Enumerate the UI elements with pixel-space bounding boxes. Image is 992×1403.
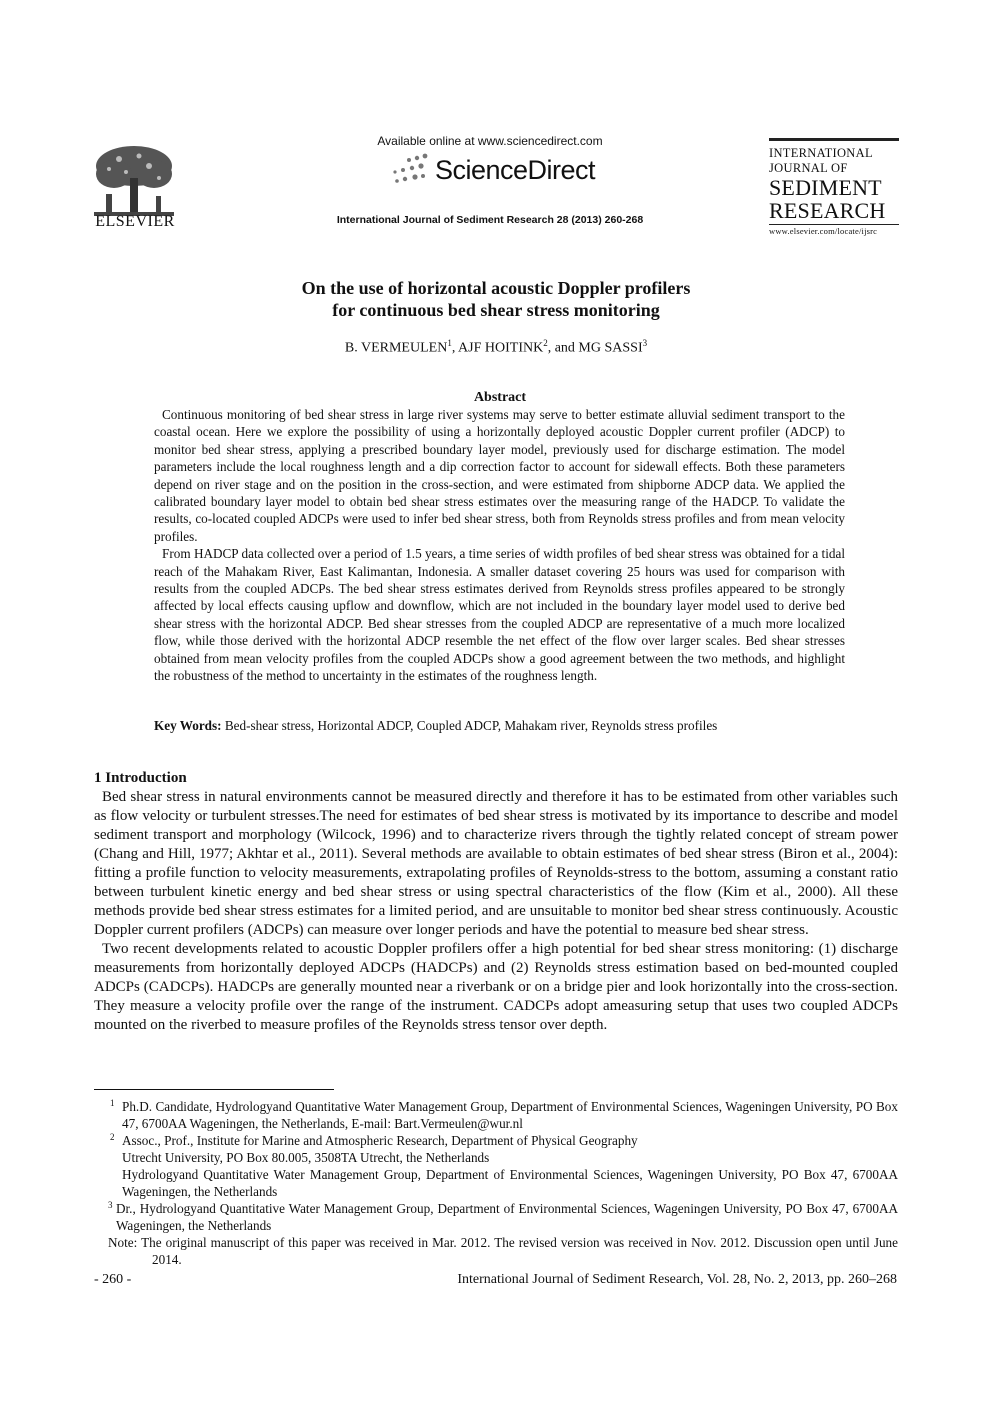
footnote-2-line-c: Hydrologyand Quantitative Water Management Group, Department of Environmental Sciences, Wageningen University, PO Box 47, 6700AA Wageningen, the Netherlands	[122, 1167, 898, 1199]
paper-title	[200, 277, 792, 321]
journal-logo-line2: JOURNAL OF	[769, 161, 848, 175]
footer-citation: International Journal of Sediment Research, Vol. 28, No. 2, 2013, pp. 260–268	[457, 1272, 897, 1287]
keywords-text: Bed-shear stress, Horizontal ADCP, Coupled ADCP, Mahakam river, Reynolds stress profiles	[221, 718, 718, 733]
author-1-affil: 1	[447, 338, 452, 348]
page-number: - 260 -	[94, 1272, 132, 1287]
journal-logo-line3: SEDIMENT	[769, 175, 882, 200]
sciencedirect-dots-icon	[385, 150, 433, 190]
footnote-3-text: Dr., Hydrologyand Quantitative Water Management Group, Department of Environmental Sciences, Wageningen University, PO Box 47, 6700AA Wageningen, the Netherlands	[116, 1201, 898, 1233]
footnote-1-text: Ph.D. Candidate, Hydrologyand Quantitative Water Management Group, Department of Environmental Sciences, Wageningen University, PO Box 47, 6700AA Wageningen, the Netherlands, E-mail: Bart.Vermeulen@wur.nl	[122, 1099, 898, 1131]
journal-logo-rule2	[769, 224, 899, 225]
abstract-paragraph-1: Continuous monitoring of bed shear stress in large river systems may serve to better estimate alluvial sediment transport to the coastal ocean. Here we explore the possibility of using a horizontally deployed acoustic Doppler current profiler (ADCP) to monitor bed shear stress, applying a prescribed boundary layer model, previously used for discharge estimation. The model parameters include the local roughness length and a dip correction factor to account for sidewall effects. Both these parameters depend on river stage and on the position in the cross-section, and were estimated from shipborne ADCP data. We applied the calibrated boundary layer model to obtain bed shear stress estimates over the measuring range of the HADCP. To validate the results, co-located coupled ADCPs were used to infer bed shear stress, both from Reynolds stress profiles and from mean velocity profiles.	[154, 407, 845, 544]
sciencedirect-wordmark: ScienceDirect	[434, 154, 596, 185]
abstract-body	[154, 406, 845, 685]
author-3: , and MG SASSI	[547, 340, 643, 356]
footnote-1	[94, 1098, 898, 1132]
abstract-paragraph-2: From HADCP data collected over a period of 1.5 years, a time series of width profiles of bed shear stress was obtained for a tidal reach of the Mahakam River, East Kalimantan, Indonesia. A smaller dataset covering 25 hours was used for comparison with results from the coupled ADCPs. The bed shear stress estimates derived from Reynolds stress profiles appeared to be strongly affected by local effects causing upflow and downflow, which are not included in the boundary layer model used to derive bed shear stress with the horizontal ADCP. Bed shear stresses from the coupled ADCP are representative of a much more localized flow, while those derived with the horizontal ADCP resemble the net effect of the flow over larger scales. Bed shear stresses obtained from mean velocity profiles from the coupled ADCPs show a good agreement between the two methods, and highlight the robustness of the method to uncertainty in the estimates of the roughness length.	[154, 546, 845, 684]
journal-logo-rule	[769, 138, 899, 141]
introduction-body	[94, 788, 898, 1035]
title-line-1: On the use of horizontal acoustic Doppler profilers	[301, 278, 691, 298]
author-list	[200, 338, 792, 357]
author-2-affil: 2	[543, 338, 548, 348]
footnote-2	[94, 1132, 898, 1200]
footnote-2-line-b: Utrecht University, PO Box 80.005, 3508TA Utrecht, the Netherlands	[122, 1150, 490, 1165]
footnote-2-line-a: Assoc., Prof., Institute for Marine and Atmospheric Research, Department of Physical Geography	[122, 1133, 638, 1148]
footnote-3-mark: 3	[108, 1200, 113, 1210]
title-line-2: for continuous bed shear stress monitoring	[332, 300, 660, 320]
elsevier-wordmark: ELSEVIER	[95, 213, 175, 230]
author-1: B. VERMEULEN	[344, 340, 448, 356]
intro-paragraph-2: Two recent developments related to acoustic Doppler profilers offer a high potential for bed shear stress monitoring: (1) discharge measurements from horizontally deployed ADCPs (HADCPs) and (2) Reynolds stress estimation based on bed-mounted coupled ADCPs (CADCPs). HADCPs are generally mounted near a riverbank or on a bridge pier and look horizontally into the cross-section. They measure a velocity profile over the range of the instrument. CADCPs adopt ameasuring setup that uses two coupled ADCPs mounted on the riverbed to measure profiles of the Reynolds stress tensor over depth.	[94, 941, 898, 1033]
footnotes	[94, 1098, 898, 1268]
available-online-text: Available online at www.sciencedirect.com	[377, 134, 603, 148]
section-heading-introduction: 1 Introduction	[94, 770, 187, 786]
journal-reference: International Journal of Sediment Research 28 (2013) 260-268	[336, 214, 644, 226]
journal-logo-line1: INTERNATIONAL	[769, 146, 873, 160]
footnote-3	[94, 1200, 898, 1234]
journal-logo-line4: RESEARCH	[769, 198, 886, 223]
footnote-divider	[94, 1089, 334, 1090]
intro-paragraph-1: Bed shear stress in natural environments cannot be measured directly and therefore it has to be estimated from other variables such as flow velocity or turbulent stresses.The need for estimates of bed shear stress is motivated by its importance to describe and model sediment transport and morphology (Wilcock, 1996) and to characterize rivers through the tightly related concept of stream power (Chang and Hill, 1977; Akhtar et al., 2011). Several methods are available to obtain estimates of bed shear stress (Biron et al., 2004): fitting a profile function to velocity measurements, extrapolating profiles of Reynolds-stress to the bottom, assuming a constant ratio between turbulent kinetic energy and bed shear stress or using spectral characteristics of the flow (Kim et al., 2000). All these methods provide bed shear stress estimates for a limited period, and are unsuitable to monitor bed shear stress continuously. Acoustic Doppler current profilers (ADCPs) can measure over longer periods and have the potential to measure bed shear stress.	[94, 789, 898, 938]
journal-logo-url: www.elsevier.com/locate/ijsrc	[769, 226, 878, 236]
abstract-heading: Abstract	[473, 390, 527, 405]
keywords	[154, 718, 854, 734]
keywords-label: Key Words:	[154, 718, 222, 733]
manuscript-note: Note: The original manuscript of this paper was received in Mar. 2012. The revised version was received in Nov. 2012. Discussion open until June 2014.	[108, 1235, 898, 1267]
author-2: , AJF HOITINK	[451, 340, 544, 356]
footnote-2-mark: 2	[110, 1132, 115, 1142]
journal-logo-box	[769, 138, 899, 236]
author-3-affil: 3	[642, 338, 648, 348]
footnote-1-mark: 1	[110, 1098, 115, 1108]
sciencedirect-banner	[340, 134, 640, 190]
